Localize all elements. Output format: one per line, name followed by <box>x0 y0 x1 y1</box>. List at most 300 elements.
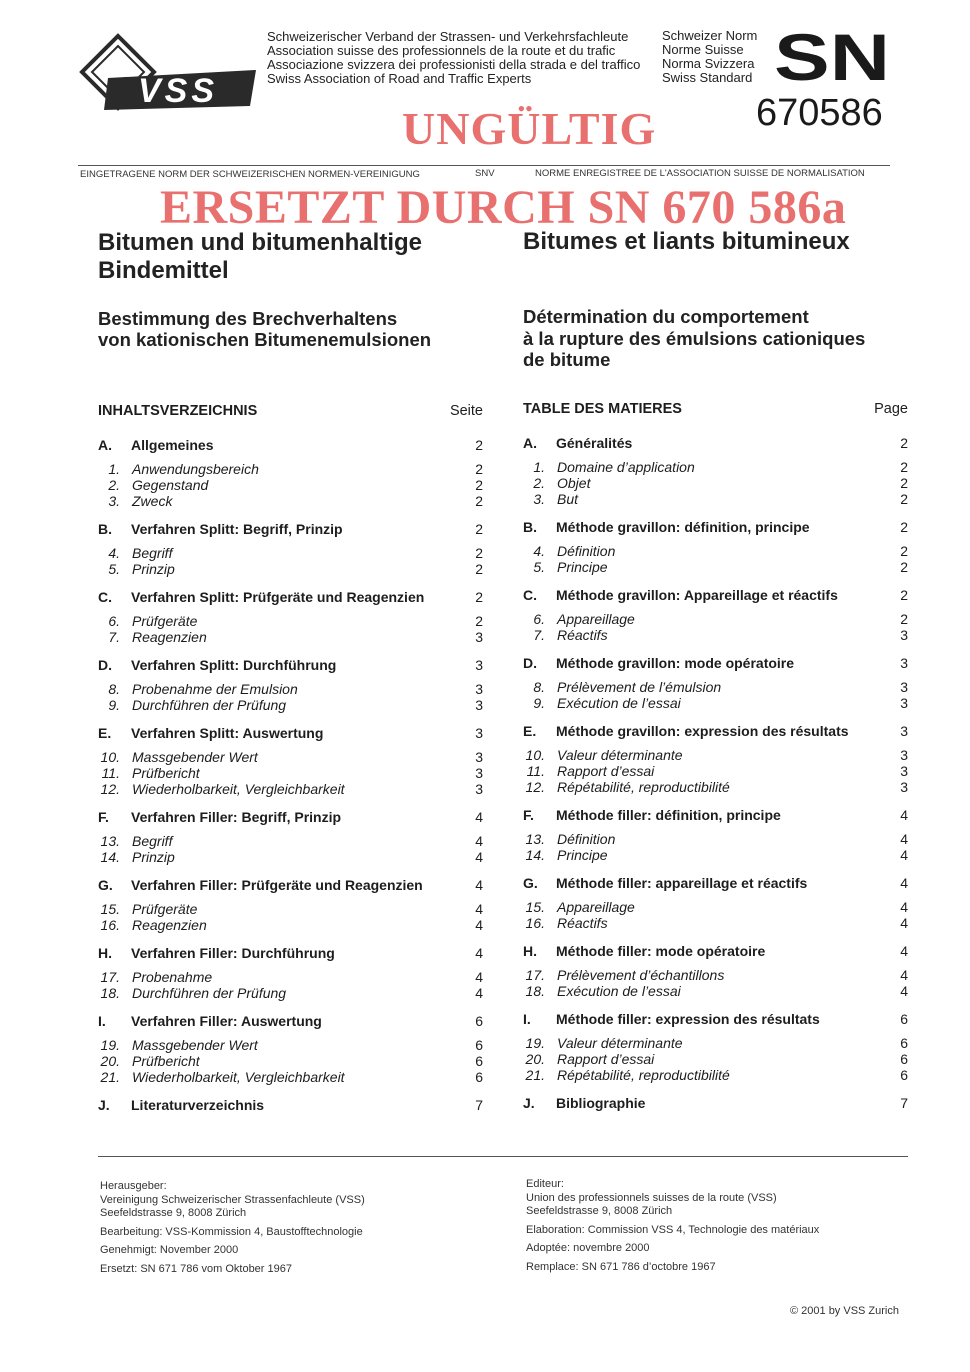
vss-logo <box>78 30 260 120</box>
toc-item <box>98 901 483 917</box>
toc-item <box>98 765 483 781</box>
toc-section-title: Méthode filler: définition, principe <box>556 807 781 823</box>
publisher-address: Seefeldstrasse 9, 8008 Zürich <box>526 1205 673 1217</box>
toc-section-page: 2 <box>475 521 483 537</box>
toc-item-title: Objet <box>557 475 591 491</box>
toc-item-title: Probenahme <box>132 969 213 985</box>
toc-item-page: 6 <box>900 1035 908 1051</box>
toc-item-number: 21. <box>525 1067 545 1083</box>
toc-section-letter: G. <box>523 875 538 891</box>
stamp-replaced: ERSETZT DURCH SN 670 586a <box>160 181 847 234</box>
toc-item-title: Zweck <box>132 493 173 509</box>
toc-section-letter: J. <box>98 1097 110 1113</box>
toc-item <box>98 969 483 985</box>
toc-item <box>523 559 908 575</box>
toc-item-number: 3. <box>533 491 545 507</box>
norm-name-de: Schweizer Norm <box>662 28 758 43</box>
toc-item-page: 6 <box>475 1037 483 1053</box>
toc-item-number: 11. <box>526 763 545 779</box>
registered-norm-de: EINGETRAGENE NORM DER SCHWEIZERISCHEN NORMEN-VEREINIGUNG <box>80 169 420 180</box>
toc-section <box>523 1095 908 1113</box>
toc-item-number: 3. <box>108 493 120 509</box>
toc-section-row <box>523 943 908 961</box>
title-de-line: Bindemittel <box>98 257 229 284</box>
toc-item <box>523 491 908 507</box>
toc-section-title: Literaturverzeichnis <box>131 1097 265 1113</box>
toc-section <box>523 655 908 711</box>
toc-section <box>523 435 908 507</box>
toc-item-number: 16. <box>525 915 545 931</box>
toc-section-title: Méthode filler: appareillage et réactifs <box>556 875 808 891</box>
toc-item-number: 8. <box>108 681 120 697</box>
toc-item-title: Durchführen der Prüfung <box>132 985 287 1001</box>
toc-item <box>523 1035 908 1051</box>
toc-item-title: Massgebender Wert <box>132 749 258 765</box>
norm-number: 670586 <box>756 92 883 134</box>
toc-item <box>523 831 908 847</box>
toc-section-row <box>523 875 908 893</box>
toc-section-title: Verfahren Filler: Auswertung <box>131 1013 322 1029</box>
toc-item-title: Domaine d’application <box>557 459 695 475</box>
toc-item <box>98 681 483 697</box>
toc-item <box>98 1037 483 1053</box>
toc-section-row <box>523 435 908 453</box>
toc-item-number: 12. <box>100 781 120 797</box>
toc-item-title: Valeur déterminante <box>557 1035 683 1051</box>
toc-section <box>98 1013 483 1085</box>
toc-item-number: 1. <box>533 459 545 475</box>
toc-section-letter: B. <box>523 519 537 535</box>
toc-item-number: 17. <box>525 967 545 983</box>
association-en: Swiss Association of Road and Traffic Experts <box>267 71 532 86</box>
toc-section-letter: E. <box>523 723 537 739</box>
toc-item-title: Begriff <box>132 545 173 561</box>
toc-section-title: Méthode gravillon: mode opératoire <box>556 655 795 671</box>
toc-item-number: 13. <box>525 831 545 847</box>
toc-item-title: Massgebender Wert <box>132 1037 258 1053</box>
subtitle-fr <box>523 306 865 371</box>
toc-section <box>523 723 908 795</box>
toc-item <box>98 613 483 629</box>
toc-item-number: 15. <box>100 901 120 917</box>
toc-item-page: 4 <box>900 967 908 983</box>
toc-item-page: 4 <box>475 969 483 985</box>
toc-item-number: 17. <box>100 969 120 985</box>
toc-item-page: 4 <box>900 915 908 931</box>
toc-section-row <box>523 655 908 673</box>
toc-section-row <box>523 519 908 537</box>
toc-item-title: Appareillage <box>557 611 635 627</box>
toc-section-title: Verfahren Filler: Begriff, Prinzip <box>131 809 342 825</box>
imprint-fr <box>526 1178 819 1274</box>
toc-item-title: Répétabilité, reproductibilité <box>557 1067 730 1083</box>
toc-section-letter: G. <box>98 877 113 893</box>
toc-section-letter: I. <box>523 1011 531 1027</box>
toc-item <box>523 915 908 931</box>
toc-item-page: 3 <box>900 627 908 643</box>
toc-item-number: 5. <box>108 561 120 577</box>
toc-item-number: 7. <box>108 629 120 645</box>
toc-item <box>523 899 908 915</box>
toc-item-title: Reagenzien <box>132 629 207 645</box>
toc-section-letter: J. <box>523 1095 535 1111</box>
toc-section-title: Verfahren Splitt: Durchführung <box>131 657 337 673</box>
toc-section-title: Verfahren Filler: Prüfgeräte und Reagenzien <box>131 877 423 893</box>
toc-item <box>98 1053 483 1069</box>
toc-section-title: Verfahren Filler: Durchführung <box>131 945 335 961</box>
toc-section-letter: D. <box>523 655 537 671</box>
toc-item <box>523 747 908 763</box>
toc-item-number: 11. <box>101 765 120 781</box>
toc-section-page: 2 <box>900 519 908 535</box>
subtitle-de-line: von kationischen Bitumenemulsionen <box>98 329 432 350</box>
toc-item-title: Durchführen der Prüfung <box>132 697 287 713</box>
toc-item-page: 3 <box>475 765 483 781</box>
toc-item-page: 4 <box>475 833 483 849</box>
toc-item-title: Définition <box>557 543 616 559</box>
toc-item-title: Prüfgeräte <box>132 901 198 917</box>
toc-section-page: 2 <box>900 587 908 603</box>
toc-item <box>523 763 908 779</box>
toc-item <box>98 781 483 797</box>
toc-item <box>98 833 483 849</box>
toc-section-page: 6 <box>475 1013 483 1029</box>
title-de-line: Bitumen und bitumenhaltige <box>98 229 422 256</box>
toc-item <box>523 679 908 695</box>
replaces-info: Remplace: SN 671 786 d’octobre 1967 <box>526 1260 716 1273</box>
toc-item-page: 6 <box>900 1051 908 1067</box>
toc-item <box>523 967 908 983</box>
toc-heading <box>98 403 483 421</box>
toc-item <box>523 627 908 643</box>
toc-section-row <box>523 1011 908 1029</box>
toc-item-title: Prélèvement d’échantillons <box>557 967 725 983</box>
toc-item-number: 19. <box>100 1037 120 1053</box>
toc-section-page: 7 <box>900 1095 908 1111</box>
footer-divider <box>98 1156 908 1157</box>
toc-section-row <box>523 723 908 741</box>
publisher-name: Union des professionnels suisses de la route (VSS) <box>526 1191 777 1204</box>
toc-section-row <box>98 809 483 827</box>
toc-item-page: 3 <box>475 629 483 645</box>
sn-mark <box>772 28 892 84</box>
stamp-invalid: UNGÜLTIG <box>402 103 657 154</box>
toc-item-page: 3 <box>475 781 483 797</box>
imprint-de <box>100 1180 365 1276</box>
toc-section-row <box>98 1013 483 1031</box>
toc-item-title: Prüfgeräte <box>132 613 198 629</box>
association-fr: Association suisse des professionnels de la route et du trafic <box>267 43 616 58</box>
toc-item-page: 3 <box>475 697 483 713</box>
toc-section <box>98 657 483 713</box>
toc-item-page: 4 <box>475 849 483 865</box>
publisher-address: Seefeldstrasse 9, 8008 Zürich <box>100 1207 247 1219</box>
toc-item-number: 4. <box>533 543 545 559</box>
toc-item-page: 2 <box>475 493 483 509</box>
toc-item-number: 5. <box>533 559 545 575</box>
toc-section-row <box>98 437 483 455</box>
toc-section <box>523 875 908 931</box>
toc-item-page: 3 <box>900 747 908 763</box>
approval-date: Genehmigt: November 2000 <box>100 1244 239 1256</box>
toc-item-title: Rapport d’essai <box>557 763 655 779</box>
toc-section-page: 2 <box>900 435 908 451</box>
toc-section-page: 4 <box>900 807 908 823</box>
toc-item <box>98 985 483 1001</box>
registered-norm-fr: NORME ENREGISTREE DE L'ASSOCIATION SUISSE DE NORMALISATION <box>535 168 865 179</box>
toc-item-page: 3 <box>900 695 908 711</box>
subtitle-de <box>98 308 431 350</box>
toc-item-page: 3 <box>900 679 908 695</box>
toc-item-title: Gegenstand <box>132 477 209 493</box>
toc-section-title: Généralités <box>556 435 633 451</box>
editing-info: Elaboration: Commission VSS 4, Technologie des matériaux <box>526 1223 820 1236</box>
toc-item-page: 2 <box>475 561 483 577</box>
toc-item-title: Probenahme der Emulsion <box>132 681 298 697</box>
toc-de <box>98 403 483 1127</box>
toc-item-title: Prinzip <box>132 561 175 577</box>
toc-item <box>98 697 483 713</box>
toc-item <box>98 629 483 645</box>
toc-item-page: 2 <box>900 491 908 507</box>
toc-item-title: Réactifs <box>557 915 608 931</box>
toc-item <box>523 983 908 999</box>
toc-item-number: 20. <box>525 1051 545 1067</box>
norm-name-en: Swiss Standard <box>662 70 753 85</box>
toc-item <box>523 475 908 491</box>
toc-section-row <box>523 587 908 605</box>
toc-item-page: 6 <box>475 1069 483 1085</box>
toc-section-letter: I. <box>98 1013 106 1029</box>
toc-heading-label: TABLE DES MATIERES <box>523 401 682 417</box>
header-divider <box>78 165 890 166</box>
toc-section <box>523 807 908 863</box>
toc-item <box>523 611 908 627</box>
toc-section-title: Méthode gravillon: Appareillage et réactifs <box>556 587 838 603</box>
toc-item-number: 1. <box>108 461 120 477</box>
toc-section-row <box>523 1095 908 1113</box>
toc-item-page: 3 <box>900 763 908 779</box>
toc-item-number: 10. <box>525 747 545 763</box>
toc-section-title: Verfahren Splitt: Begriff, Prinzip <box>131 521 343 537</box>
registered-snv: SNV <box>475 168 495 179</box>
toc-heading-label: INHALTSVERZEICHNIS <box>98 403 258 419</box>
toc-item-page: 4 <box>475 901 483 917</box>
toc-section-letter: F. <box>98 809 109 825</box>
toc-item-number: 16. <box>100 917 120 933</box>
toc-section-letter: D. <box>98 657 112 673</box>
replaces-info: Ersetzt: SN 671 786 vom Oktober 1967 <box>100 1262 292 1275</box>
toc-page-label: Seite <box>449 403 483 419</box>
toc-section-title: Bibliographie <box>556 1095 646 1111</box>
toc-item-number: 14. <box>525 847 545 863</box>
toc-item-title: Prélèvement de l’émulsion <box>557 679 722 695</box>
toc-heading <box>523 401 908 419</box>
toc-item-number: 15. <box>525 899 545 915</box>
toc-section-page: 4 <box>900 943 908 959</box>
toc-item <box>523 459 908 475</box>
toc-section-page: 4 <box>475 809 483 825</box>
toc-item-page: 3 <box>475 749 483 765</box>
toc-item-title: Principe <box>557 559 608 575</box>
toc-section-title: Verfahren Splitt: Auswertung <box>131 725 324 741</box>
toc-section-letter: H. <box>523 943 537 959</box>
toc-item <box>98 917 483 933</box>
subtitle-fr-line: de bitume <box>523 349 611 370</box>
toc-section-title: Méthode filler: mode opératoire <box>556 943 766 959</box>
toc-item-number: 10. <box>100 749 120 765</box>
toc-item-number: 4. <box>108 545 120 561</box>
toc-item-title: Wiederholbarkeit, Vergleichbarkeit <box>132 781 345 797</box>
association-de: Schweizerischer Verband der Strassen- und Verkehrsfachleute <box>267 29 629 44</box>
toc-section-page: 4 <box>475 945 483 961</box>
toc-item-page: 4 <box>475 917 483 933</box>
toc-item-title: Définition <box>557 831 616 847</box>
toc-item-page: 2 <box>475 545 483 561</box>
toc-item-title: But <box>557 491 579 507</box>
toc-section <box>98 437 483 509</box>
toc-item-number: 9. <box>533 695 545 711</box>
toc-section-title: Méthode gravillon: définition, principe <box>556 519 810 535</box>
toc-section <box>523 943 908 999</box>
toc-item-page: 6 <box>475 1053 483 1069</box>
toc-section <box>523 1011 908 1083</box>
toc-section-row <box>98 877 483 895</box>
toc-item-title: Prüfbericht <box>132 765 200 781</box>
toc-item <box>523 847 908 863</box>
toc-item-number: 18. <box>100 985 120 1001</box>
toc-item-page: 4 <box>900 831 908 847</box>
toc-item-page: 3 <box>475 681 483 697</box>
toc-section-row <box>98 945 483 963</box>
toc-item-title: Prüfbericht <box>132 1053 200 1069</box>
toc-section-row <box>98 657 483 675</box>
toc-item-page: 2 <box>900 475 908 491</box>
toc-item-number: 12. <box>525 779 545 795</box>
toc-item-title: Prinzip <box>132 849 175 865</box>
association-names <box>267 30 640 86</box>
toc-section-page: 4 <box>900 875 908 891</box>
association-it: Associazione svizzera dei professionisti della strada e del traffico <box>267 57 641 72</box>
subtitle-de-line: Bestimmung des Brechverhaltens <box>98 308 398 329</box>
toc-section-page: 3 <box>475 725 483 741</box>
toc-item-number: 19. <box>525 1035 545 1051</box>
publisher-label: Herausgeber: <box>100 1180 167 1192</box>
toc-section-letter: B. <box>98 521 112 537</box>
sn-mark-text: SN <box>774 28 890 84</box>
toc-item-title: Rapport d’essai <box>557 1051 655 1067</box>
title-de <box>98 229 422 285</box>
toc-section-page: 6 <box>900 1011 908 1027</box>
toc-section-letter: H. <box>98 945 112 961</box>
title-fr: Bitumes et liants bitumineux <box>523 228 850 255</box>
toc-item <box>523 1067 908 1083</box>
toc-item-page: 2 <box>900 559 908 575</box>
subtitle-fr-line: Détermination du comportement <box>523 306 809 327</box>
toc-section-letter: F. <box>523 807 534 823</box>
toc-item-title: Exécution de l’essai <box>557 695 681 711</box>
toc-item <box>98 1069 483 1085</box>
norm-names <box>662 29 757 85</box>
toc-section <box>98 1097 483 1115</box>
toc-item-title: Wiederholbarkeit, Vergleichbarkeit <box>132 1069 345 1085</box>
toc-section-letter: A. <box>98 437 112 453</box>
toc-item-title: Réactifs <box>557 627 608 643</box>
toc-section-page: 7 <box>475 1097 483 1113</box>
toc-section-row <box>98 521 483 539</box>
toc-item-page: 2 <box>475 477 483 493</box>
toc-item <box>98 461 483 477</box>
toc-section <box>98 725 483 797</box>
subtitle-fr-line: à la rupture des émulsions cationiques <box>523 327 866 349</box>
toc-item <box>523 695 908 711</box>
toc-section-page: 2 <box>475 437 483 453</box>
toc-section <box>98 589 483 645</box>
toc-item-title: Exécution de l’essai <box>557 983 681 999</box>
toc-section-row <box>98 1097 483 1115</box>
toc-item-title: Répétabilité, reproductibilité <box>557 779 730 795</box>
approval-date: Adoptée: novembre 2000 <box>526 1242 650 1254</box>
toc-item-number: 18. <box>525 983 545 999</box>
toc-item <box>98 477 483 493</box>
toc-section-letter: A. <box>523 435 537 451</box>
toc-item-page: 4 <box>900 983 908 999</box>
toc-item-number: 6. <box>108 613 120 629</box>
toc-item-title: Appareillage <box>557 899 635 915</box>
toc-section-row <box>98 725 483 743</box>
toc-item-page: 4 <box>900 899 908 915</box>
toc-item-number: 2. <box>533 475 545 491</box>
toc-section-page: 3 <box>475 657 483 673</box>
toc-item <box>98 561 483 577</box>
toc-item-title: Principe <box>557 847 608 863</box>
toc-item-page: 4 <box>900 847 908 863</box>
norm-name-fr: Norme Suisse <box>662 42 744 57</box>
toc-item-number: 9. <box>108 697 120 713</box>
toc-section-letter: C. <box>98 589 112 605</box>
toc-item-number: 2. <box>108 477 120 493</box>
toc-section-letter: E. <box>98 725 112 741</box>
toc-item <box>98 545 483 561</box>
toc-item-page: 2 <box>900 543 908 559</box>
toc-item-number: 14. <box>100 849 120 865</box>
toc-item-title: Reagenzien <box>132 917 207 933</box>
toc-section-page: 3 <box>900 723 908 739</box>
toc-section-title: Méthode gravillon: expression des résultats <box>556 723 849 739</box>
toc-section-page: 3 <box>900 655 908 671</box>
toc-item-page: 4 <box>475 985 483 1001</box>
toc-section-title: Méthode filler: expression des résultats <box>556 1011 820 1027</box>
toc-section-letter: C. <box>523 587 537 603</box>
toc-section-row <box>98 589 483 607</box>
toc-item-title: Anwendungsbereich <box>132 461 259 477</box>
toc-item-page: 6 <box>900 1067 908 1083</box>
toc-item <box>523 779 908 795</box>
toc-item-number: 21. <box>100 1069 120 1085</box>
toc-item <box>523 543 908 559</box>
logo-text: VSS <box>137 72 219 110</box>
toc-item <box>523 1051 908 1067</box>
toc-section-page: 2 <box>475 589 483 605</box>
toc-page-label: Page <box>874 401 908 417</box>
toc-item-page: 2 <box>475 613 483 629</box>
toc-item <box>98 749 483 765</box>
toc-fr <box>523 401 908 1125</box>
toc-section <box>98 945 483 1001</box>
toc-item-page: 2 <box>900 611 908 627</box>
toc-section-title: Allgemeines <box>131 437 214 453</box>
toc-section <box>98 877 483 933</box>
